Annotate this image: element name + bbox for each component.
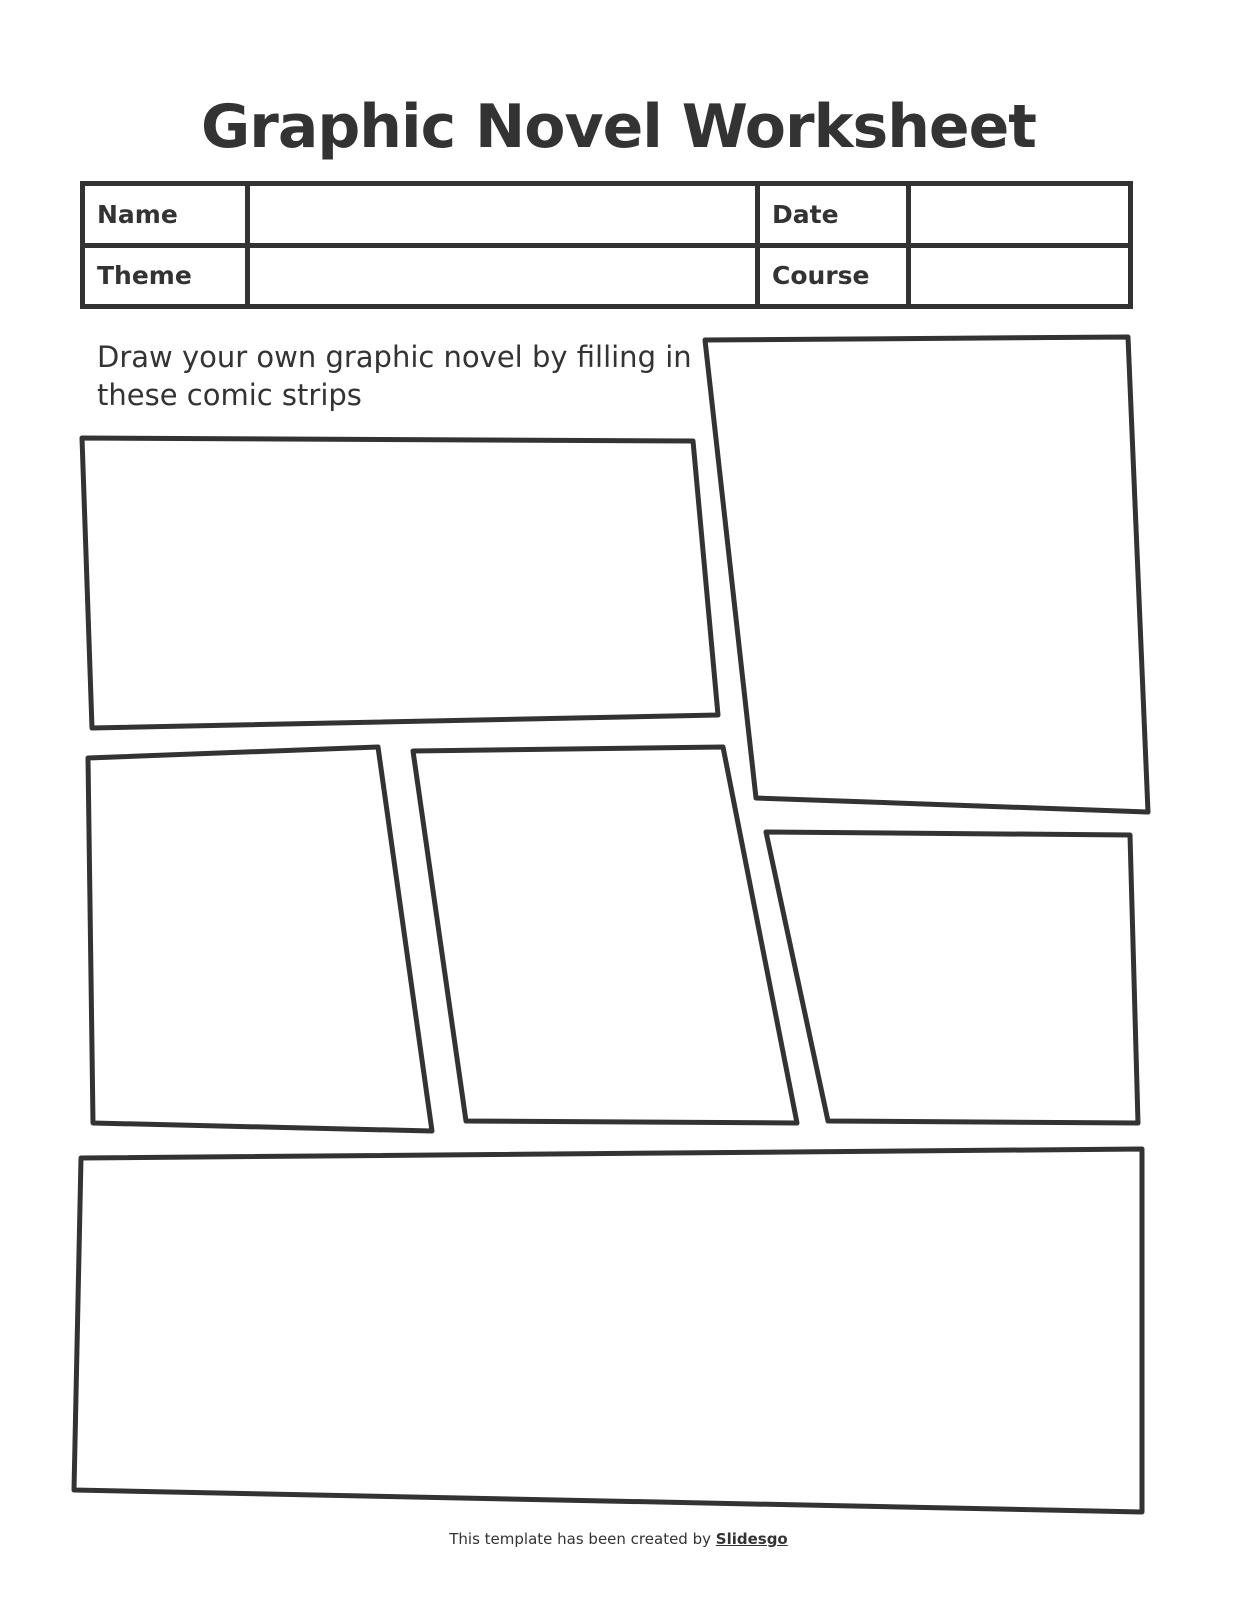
comic-panel-5[interactable] — [766, 832, 1138, 1123]
footer-text: This template has been created by — [449, 1530, 716, 1548]
comic-panel-6[interactable] — [74, 1149, 1142, 1512]
comic-panel-1[interactable] — [82, 438, 718, 728]
page-title: Graphic Novel Worksheet — [201, 92, 1036, 162]
comic-panel-2[interactable] — [705, 337, 1148, 812]
footer — [0, 1530, 1237, 1548]
comic-panel-3[interactable] — [88, 747, 432, 1131]
slidesgo-link[interactable]: Slidesgo — [715, 1530, 788, 1548]
theme-label: Theme — [83, 245, 248, 307]
instructions-text: Draw your own graphic novel by filling in these comic strips — [97, 340, 692, 412]
name-label: Name — [83, 184, 248, 246]
course-label: Course — [758, 245, 909, 307]
comic-panel-4[interactable] — [413, 747, 797, 1123]
date-label: Date — [758, 184, 909, 246]
